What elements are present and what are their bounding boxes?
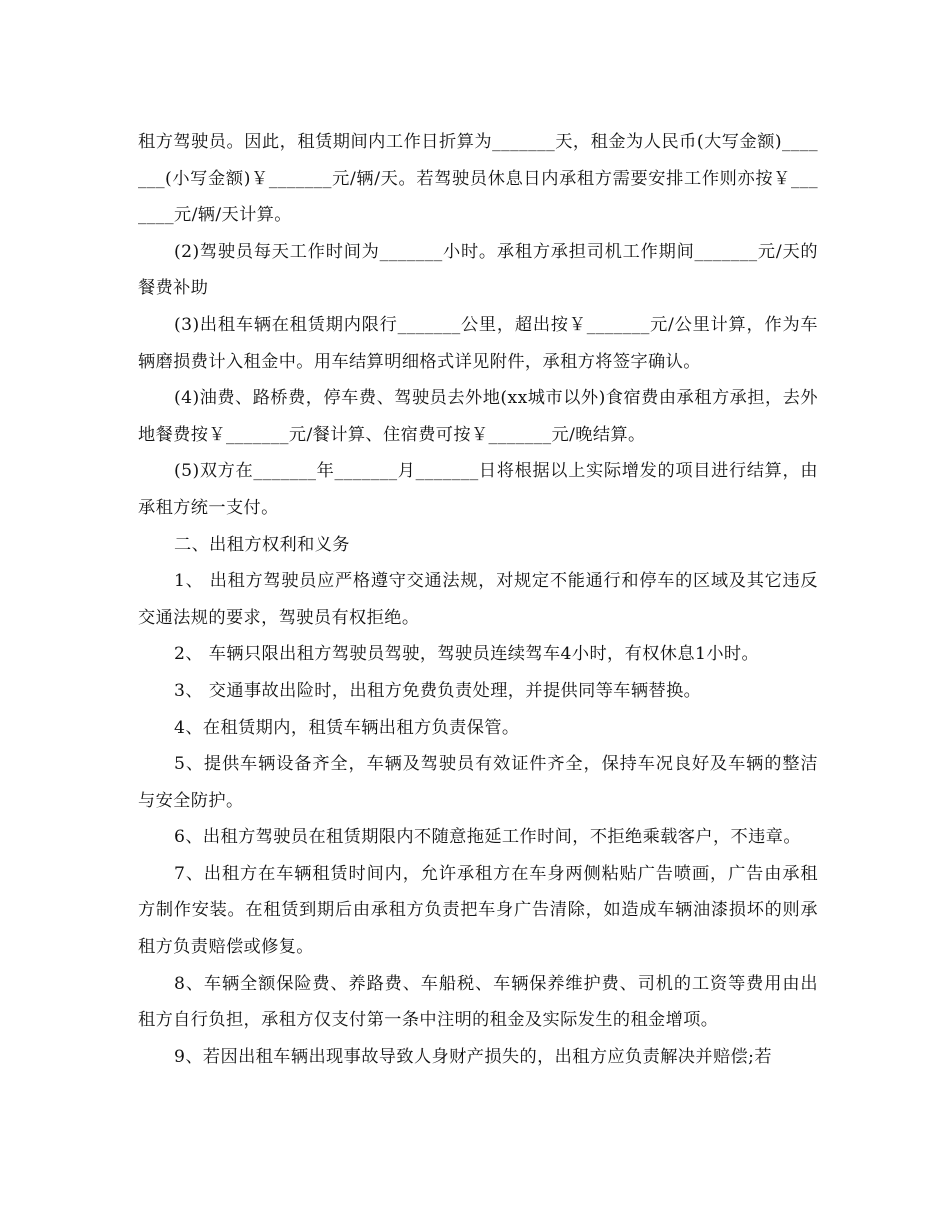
clause-5: 5、提供车辆设备齐全，车辆及驾驶员有效证件齐全，保持车况良好及车辆的整洁与安全防护。 xyxy=(138,754,818,811)
clause-2: 2、 车辆只限出租方驾驶员驾驶，驾驶员连续驾车4小时，有权休息1小时。 xyxy=(174,644,760,665)
section-heading-lessor-rights: 二、出租方权利和义务 xyxy=(174,534,350,555)
paragraph-fuel-tolls: (4)油费、路桥费，停车费、驾驶员去外地(xx城市以外)食宿费由承租方承担，去外地餐费按￥_______元/餐计算、住宿费可按￥_______元/晚结算。 xyxy=(138,388,818,445)
paragraph-mileage-limit: (3)出租车辆在租赁期内限行_______公里，超出按￥_______元/公里计算，作为车辆磨损费计入租金中。用车结算明细格式详见附件，承租方将签字确认。 xyxy=(138,314,818,372)
clause-4: 4、在租赁期内，租赁车辆出租方负责保管。 xyxy=(174,717,520,738)
document-body xyxy=(138,124,818,1075)
clause-8: 8、车辆全额保险费、养路费、车船税、车辆保养维护费、司机的工资等费用由出租方自行负担，承租方仅支付第一条中注明的租金及实际发生的租金增项。 xyxy=(138,973,818,1031)
clause-3: 3、 交通事故出险时，出租方免费负责处理，并提供同等车辆替换。 xyxy=(174,680,702,701)
paragraph-settlement-date: (5)双方在_______年_______月_______日将根据以上实际增发的项目进行结算，由承租方统一支付。 xyxy=(138,461,818,518)
paragraph-driver-hours: (2)驾驶员每天工作时间为_______小时。承租方承担司机工作期间_______元/天的餐费补助 xyxy=(138,241,818,299)
clause-1: 1、 出租方驾驶员应严格遵守交通法规，对规定不能通行和停车的区域及其它违反交通法规的要求，驾驶员有权拒绝。 xyxy=(138,571,818,628)
clause-7: 7、出租方在车辆租赁时间内，允许承租方在车身两侧粘贴广告喷画，广告由承租方制作安装。在租赁到期后由承租方负责把车身广告清除，如造成车辆油漆损坏的则承租方负责赔偿或修复。 xyxy=(138,863,818,958)
clause-9: 9、若因出租车辆出现事故导致人身财产损失的，出租方应负责解决并赔偿;若 xyxy=(174,1046,772,1067)
paragraph-rent-terms: 租方驾驶员。因此，租赁期间内工作日折算为_______天，租金为人民币(大写金额)_______(小写金额)￥_______元/辆/天。若驾驶员休息日内承租方需要安排工作则亦按￥_______元/辆/天计算。 xyxy=(138,132,818,226)
clause-6: 6、出租方驾驶员在租赁期限内不随意拖延工作时间，不拒绝乘载客户，不违章。 xyxy=(174,827,801,848)
